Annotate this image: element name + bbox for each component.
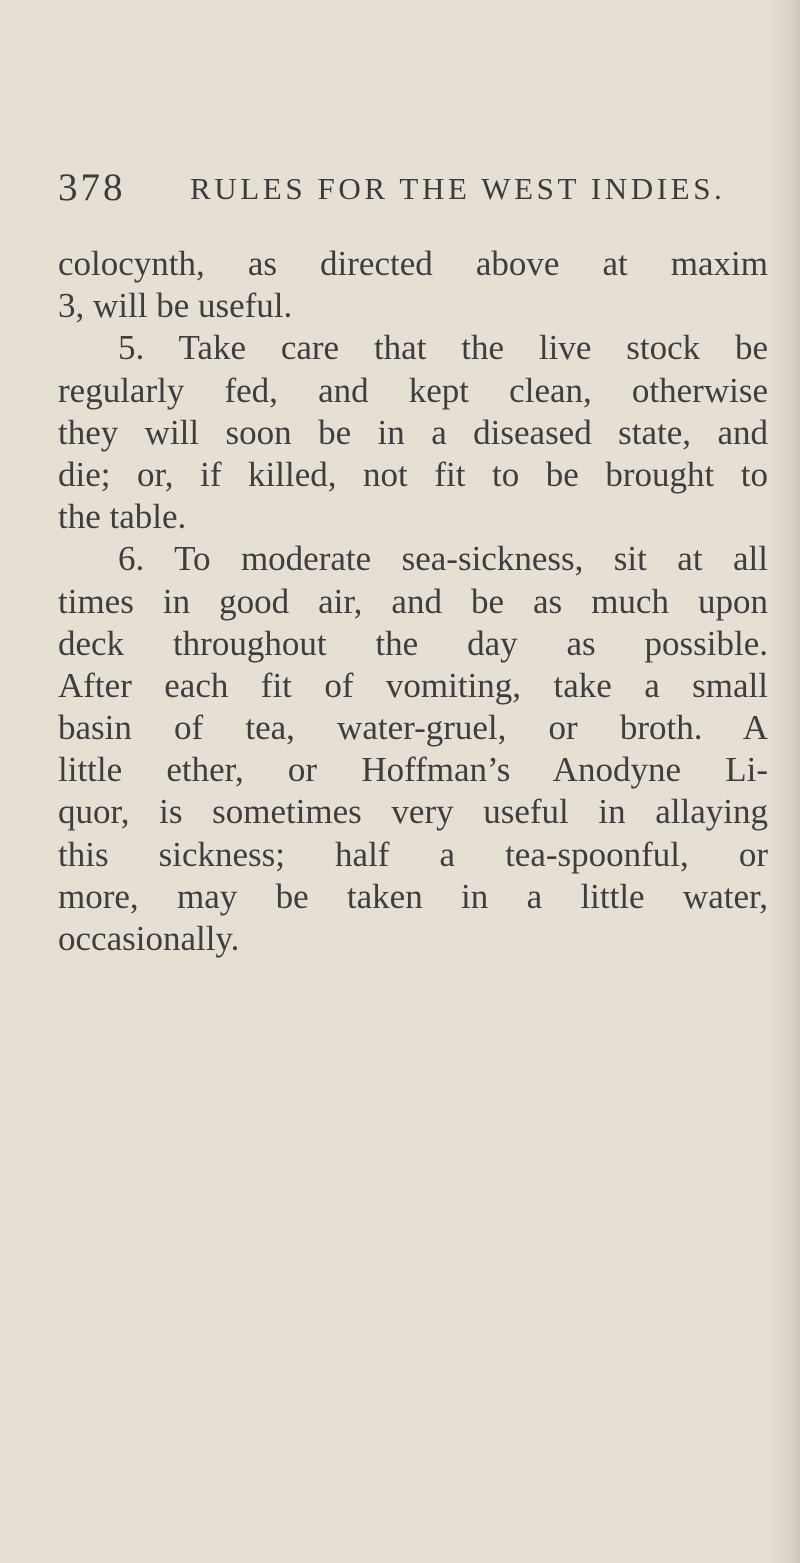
- text-line: 6. To moderate sea-sickness, sit at all: [118, 539, 768, 579]
- body-text: [58, 243, 768, 960]
- text-line: 3, will be useful.: [58, 286, 293, 326]
- text-line: quor, is sometimes very useful in allaying: [58, 792, 768, 832]
- text-line: they will soon be in a diseased state, and: [58, 412, 768, 452]
- text-line: basin of tea, water-gruel, or broth. A: [58, 708, 768, 748]
- text-line: colocynth, as directed above at maxim: [58, 244, 768, 283]
- text-line: the table.: [58, 497, 187, 537]
- running-header: [58, 160, 758, 216]
- text-line: 5. Take care that the live stock be: [118, 328, 768, 368]
- text-line: little ether, or Hoffman’s Anodyne Li-: [58, 750, 768, 790]
- text-line: regularly fed, and kept clean, otherwise: [58, 370, 768, 410]
- text-line: occasionally.: [58, 919, 240, 958]
- text-line: After each fit of vomiting, take a small: [58, 665, 768, 705]
- text-line: times in good air, and be as much upon: [58, 581, 768, 621]
- text-line: this sickness; half a tea-spoonful, or: [58, 834, 768, 874]
- text-line: die; or, if killed, not fit to be brought to: [58, 454, 768, 494]
- page-number: 378: [58, 166, 126, 209]
- running-title: RULES FOR THE WEST INDIES.: [190, 171, 726, 206]
- text-line: more, may be taken in a little water,: [58, 876, 768, 916]
- text-line: deck throughout the day as possible.: [58, 623, 768, 663]
